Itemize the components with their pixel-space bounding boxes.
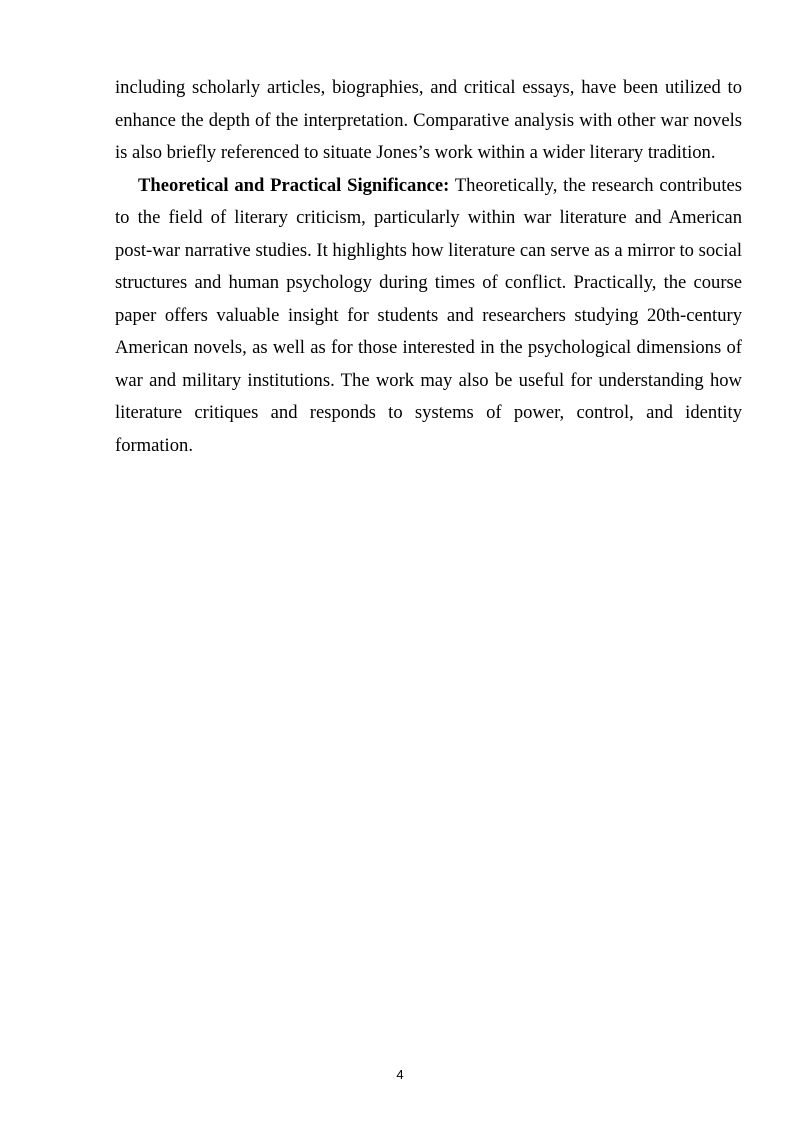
paragraph-methodology-continued bbox=[115, 72, 742, 170]
paragraph-heading: Theoretical and Practical Significance: bbox=[138, 174, 450, 196]
paragraph-text: including scholarly articles, biographies, and critical essays, have been utilized to enhance the depth of the interpretation. Comparative analysis with other war novels is also briefly referenced to situate Jones’s work within a wider literary tradition. bbox=[115, 77, 742, 163]
page-number: 4 bbox=[396, 1067, 404, 1082]
paragraph-text: Theoretically, the research contributes to the field of literary criticism, particularly within war literature and American post-war narrative studies. It highlights how literature can serve as a mirror to social structures and human psychology during times of conflict. Practically, the course paper offers valuable insight for students and researchers studying 20th-century American novels, as well as for those interested in the psychological dimensions of war and military institutions. The work may also be useful for understanding how literature critiques and responds to systems of power, control, and identity formation. bbox=[115, 174, 743, 456]
paragraph-significance bbox=[115, 170, 742, 463]
body-text bbox=[115, 72, 742, 462]
